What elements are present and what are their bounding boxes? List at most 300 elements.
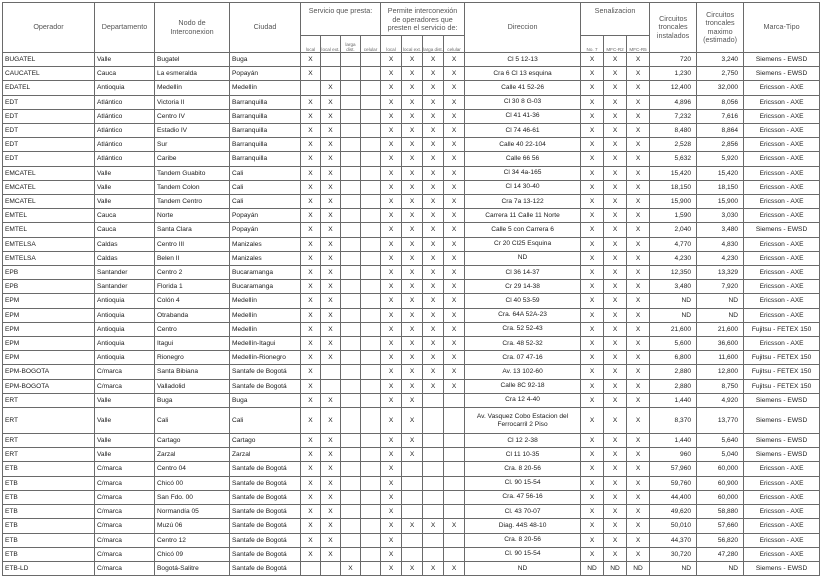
permite-local-cell: X bbox=[381, 448, 402, 462]
senal-mfc-r2-cell: X bbox=[604, 408, 627, 434]
table-row bbox=[3, 308, 820, 322]
permite-larga-dist-cell: X bbox=[423, 337, 444, 351]
servicio-celular-cell bbox=[361, 280, 381, 294]
nodo-cell: La esmeralda bbox=[155, 67, 230, 81]
senal-no7-cell: X bbox=[581, 109, 604, 123]
circuitos-maximo-cell: 21,600 bbox=[697, 322, 744, 336]
servicio-local-cell: X bbox=[301, 251, 321, 265]
servicio-local-ext-cell: X bbox=[321, 462, 341, 476]
circuitos-instalados-cell: 15,420 bbox=[650, 166, 697, 180]
departamento-cell: Valle bbox=[95, 166, 155, 180]
operador-cell: ETB bbox=[3, 533, 95, 547]
nodo-cell: Itagui bbox=[155, 337, 230, 351]
table-row bbox=[3, 351, 820, 365]
table-row bbox=[3, 95, 820, 109]
marca-cell: Ericsson - AXE bbox=[744, 138, 820, 152]
servicio-celular-cell bbox=[361, 322, 381, 336]
permite-larga-dist-cell: X bbox=[423, 519, 444, 533]
senal-no7-cell: X bbox=[581, 180, 604, 194]
servicio-local-cell: X bbox=[301, 152, 321, 166]
nodo-cell: Centro bbox=[155, 322, 230, 336]
servicio-larga-dist-cell bbox=[341, 95, 361, 109]
circuitos-maximo-cell: ND bbox=[697, 308, 744, 322]
circuitos-maximo-cell: 56,820 bbox=[697, 533, 744, 547]
senal-mfc-r5-cell: X bbox=[627, 209, 650, 223]
marca-cell: Fujitsu - FETEX 150 bbox=[744, 351, 820, 365]
senal-mfc-r5-cell: X bbox=[627, 393, 650, 407]
marca-cell: Ericsson - AXE bbox=[744, 280, 820, 294]
nodo-cell: Centro 2 bbox=[155, 266, 230, 280]
circuitos-instalados-cell: 8,370 bbox=[650, 408, 697, 434]
senal-no7-cell: X bbox=[581, 322, 604, 336]
departamento-cell: Valle bbox=[95, 448, 155, 462]
permite-local-ext-cell: X bbox=[402, 434, 423, 448]
circuitos-instalados-cell: 1,440 bbox=[650, 434, 697, 448]
permite-local-cell: X bbox=[381, 379, 402, 393]
table-row bbox=[3, 294, 820, 308]
circuitos-instalados-cell: 4,896 bbox=[650, 95, 697, 109]
circuitos-instalados-cell: 21,600 bbox=[650, 322, 697, 336]
permite-local-cell: X bbox=[381, 53, 402, 67]
permite-local-ext-cell bbox=[402, 547, 423, 561]
table-row bbox=[3, 322, 820, 336]
circuitos-maximo-cell: 2,750 bbox=[697, 67, 744, 81]
nodo-cell: Chicó 00 bbox=[155, 476, 230, 490]
circuitos-maximo-cell: 7,616 bbox=[697, 109, 744, 123]
senal-no7-cell: X bbox=[581, 533, 604, 547]
table-row bbox=[3, 379, 820, 393]
permite-local-ext-cell: X bbox=[402, 280, 423, 294]
permite-local-ext-cell: X bbox=[402, 138, 423, 152]
permite-larga-dist-cell: X bbox=[423, 166, 444, 180]
departamento-cell: Cauca bbox=[95, 67, 155, 81]
servicio-celular-cell bbox=[361, 379, 381, 393]
direccion-cell: ND bbox=[465, 561, 581, 575]
circuitos-instalados-cell: ND bbox=[650, 294, 697, 308]
permite-local-cell: X bbox=[381, 124, 402, 138]
circuitos-instalados-cell: 6,800 bbox=[650, 351, 697, 365]
senal-mfc-r2-cell: X bbox=[604, 351, 627, 365]
marca-cell: Ericsson - AXE bbox=[744, 533, 820, 547]
table-row bbox=[3, 393, 820, 407]
servicio-celular-cell bbox=[361, 351, 381, 365]
senal-mfc-r2-cell: X bbox=[604, 533, 627, 547]
permite-larga-dist-cell: X bbox=[423, 266, 444, 280]
operador-cell: EPB bbox=[3, 280, 95, 294]
senal-mfc-r2-cell: X bbox=[604, 95, 627, 109]
ciudad-cell: Cali bbox=[230, 195, 301, 209]
interconnection-table bbox=[2, 2, 820, 576]
senal-mfc-r2-cell: X bbox=[604, 434, 627, 448]
senal-mfc-r2-cell: X bbox=[604, 337, 627, 351]
senal-mfc-r5-cell: X bbox=[627, 519, 650, 533]
operador-cell: EPM bbox=[3, 322, 95, 336]
permite-local-cell: X bbox=[381, 351, 402, 365]
table-row bbox=[3, 109, 820, 123]
operador-cell: ETB bbox=[3, 505, 95, 519]
subheader-servicio-local: local bbox=[301, 36, 321, 53]
direccion-cell: Cl. 90 15-54 bbox=[465, 547, 581, 561]
ciudad-cell: Cartago bbox=[230, 434, 301, 448]
senal-no7-cell: X bbox=[581, 505, 604, 519]
senal-mfc-r5-cell: X bbox=[627, 124, 650, 138]
table-row bbox=[3, 266, 820, 280]
permite-celular-cell bbox=[444, 448, 465, 462]
direccion-cell: Cra. 8 20-56 bbox=[465, 533, 581, 547]
permite-local-cell: X bbox=[381, 223, 402, 237]
permite-celular-cell: X bbox=[444, 138, 465, 152]
servicio-larga-dist-cell bbox=[341, 351, 361, 365]
table-body bbox=[3, 53, 820, 576]
ciudad-cell: Santafe de Bogotá bbox=[230, 533, 301, 547]
departamento-cell: Valle bbox=[95, 180, 155, 194]
ciudad-cell: Santafe de Bogotá bbox=[230, 547, 301, 561]
servicio-local-ext-cell: X bbox=[321, 393, 341, 407]
departamento-cell: Valle bbox=[95, 53, 155, 67]
permite-local-ext-cell: X bbox=[402, 109, 423, 123]
circuitos-maximo-cell: ND bbox=[697, 294, 744, 308]
operador-cell: EDATEL bbox=[3, 81, 95, 95]
table-row bbox=[3, 505, 820, 519]
subheader-senal-no7: No. 7 bbox=[581, 36, 604, 53]
servicio-local-cell: X bbox=[301, 195, 321, 209]
servicio-local-ext-cell: X bbox=[321, 547, 341, 561]
circuitos-maximo-cell: 15,900 bbox=[697, 195, 744, 209]
circuitos-instalados-cell: 30,720 bbox=[650, 547, 697, 561]
departamento-cell: Antioquia bbox=[95, 294, 155, 308]
senal-mfc-r2-cell: X bbox=[604, 209, 627, 223]
permite-larga-dist-cell: X bbox=[423, 209, 444, 223]
senal-no7-cell: X bbox=[581, 519, 604, 533]
servicio-local-cell: X bbox=[301, 166, 321, 180]
subheader-senal-mfc-r5: MFC-R5 bbox=[627, 36, 650, 53]
servicio-local-cell: X bbox=[301, 505, 321, 519]
permite-local-ext-cell: X bbox=[402, 195, 423, 209]
header-senalizacion: Senalizacion bbox=[581, 3, 650, 36]
departamento-cell: C/marca bbox=[95, 533, 155, 547]
senal-no7-cell: X bbox=[581, 476, 604, 490]
senal-mfc-r2-cell: X bbox=[604, 152, 627, 166]
ciudad-cell: Santafe de Bogotá bbox=[230, 519, 301, 533]
direccion-cell: Cl 14 30-40 bbox=[465, 180, 581, 194]
servicio-local-cell: X bbox=[301, 365, 321, 379]
permite-larga-dist-cell: X bbox=[423, 195, 444, 209]
servicio-local-ext-cell: X bbox=[321, 124, 341, 138]
permite-larga-dist-cell: X bbox=[423, 280, 444, 294]
servicio-local-ext-cell: X bbox=[321, 519, 341, 533]
table-row bbox=[3, 533, 820, 547]
nodo-cell: Victoria II bbox=[155, 95, 230, 109]
permite-larga-dist-cell: X bbox=[423, 67, 444, 81]
subheader-permite-local-ext: local ext. bbox=[402, 36, 423, 53]
ciudad-cell: Manizales bbox=[230, 251, 301, 265]
servicio-local-ext-cell: X bbox=[321, 408, 341, 434]
header-marca: Marca-Tipo bbox=[744, 3, 820, 53]
circuitos-maximo-cell: 32,000 bbox=[697, 81, 744, 95]
servicio-larga-dist-cell bbox=[341, 138, 361, 152]
senal-mfc-r2-cell: X bbox=[604, 547, 627, 561]
senal-mfc-r2-cell: X bbox=[604, 379, 627, 393]
operador-cell: ETB bbox=[3, 462, 95, 476]
servicio-local-cell: X bbox=[301, 308, 321, 322]
circuitos-instalados-cell: 1,440 bbox=[650, 393, 697, 407]
permite-larga-dist-cell: X bbox=[423, 53, 444, 67]
circuitos-maximo-cell: 3,030 bbox=[697, 209, 744, 223]
permite-local-cell: X bbox=[381, 547, 402, 561]
permite-local-cell: X bbox=[381, 152, 402, 166]
senal-mfc-r5-cell: X bbox=[627, 462, 650, 476]
ciudad-cell: Barranquilla bbox=[230, 152, 301, 166]
circuitos-maximo-cell: 4,230 bbox=[697, 251, 744, 265]
permite-celular-cell: X bbox=[444, 519, 465, 533]
marca-cell: Ericsson - AXE bbox=[744, 166, 820, 180]
servicio-local-cell: X bbox=[301, 519, 321, 533]
direccion-cell: Cra. 07 47-16 bbox=[465, 351, 581, 365]
permite-larga-dist-cell bbox=[423, 408, 444, 434]
header-ciudad: Ciudad bbox=[230, 3, 301, 53]
departamento-cell: Santander bbox=[95, 280, 155, 294]
circuitos-maximo-cell: 4,920 bbox=[697, 393, 744, 407]
servicio-local-ext-cell: X bbox=[321, 138, 341, 152]
operador-cell: EPB bbox=[3, 266, 95, 280]
nodo-cell: Medellín bbox=[155, 81, 230, 95]
nodo-cell: Norte bbox=[155, 209, 230, 223]
circuitos-maximo-cell: 11,600 bbox=[697, 351, 744, 365]
circuitos-instalados-cell: 44,400 bbox=[650, 490, 697, 504]
marca-cell: Ericsson - AXE bbox=[744, 109, 820, 123]
permite-larga-dist-cell: X bbox=[423, 109, 444, 123]
permite-local-cell: X bbox=[381, 294, 402, 308]
servicio-celular-cell bbox=[361, 490, 381, 504]
senal-mfc-r2-cell: X bbox=[604, 67, 627, 81]
ciudad-cell: Barranquilla bbox=[230, 124, 301, 138]
nodo-cell: Florida 1 bbox=[155, 280, 230, 294]
permite-local-ext-cell bbox=[402, 533, 423, 547]
direccion-cell: Cl 36 14-37 bbox=[465, 266, 581, 280]
departamento-cell: Antioquia bbox=[95, 81, 155, 95]
permite-larga-dist-cell: X bbox=[423, 294, 444, 308]
senal-mfc-r5-cell: X bbox=[627, 109, 650, 123]
senal-mfc-r5-cell: X bbox=[627, 152, 650, 166]
senal-no7-cell: X bbox=[581, 393, 604, 407]
servicio-celular-cell bbox=[361, 124, 381, 138]
departamento-cell: Antioquia bbox=[95, 337, 155, 351]
departamento-cell: Caldas bbox=[95, 237, 155, 251]
marca-cell: Siemens - EWSD bbox=[744, 67, 820, 81]
servicio-local-cell: X bbox=[301, 462, 321, 476]
servicio-local-ext-cell: X bbox=[321, 251, 341, 265]
permite-local-ext-cell: X bbox=[402, 337, 423, 351]
permite-local-ext-cell: X bbox=[402, 365, 423, 379]
marca-cell: Ericsson - AXE bbox=[744, 180, 820, 194]
servicio-celular-cell bbox=[361, 365, 381, 379]
servicio-larga-dist-cell bbox=[341, 195, 361, 209]
departamento-cell: C/marca bbox=[95, 365, 155, 379]
senal-mfc-r2-cell: ND bbox=[604, 561, 627, 575]
permite-local-cell: X bbox=[381, 476, 402, 490]
senal-no7-cell: X bbox=[581, 408, 604, 434]
marca-cell: Ericsson - AXE bbox=[744, 476, 820, 490]
permite-local-cell: X bbox=[381, 561, 402, 575]
servicio-local-cell: X bbox=[301, 280, 321, 294]
permite-local-ext-cell: X bbox=[402, 408, 423, 434]
direccion-cell: Calle 66 56 bbox=[465, 152, 581, 166]
permite-local-ext-cell: X bbox=[402, 237, 423, 251]
ciudad-cell: Manizales bbox=[230, 237, 301, 251]
permite-larga-dist-cell: X bbox=[423, 138, 444, 152]
departamento-cell: C/marca bbox=[95, 505, 155, 519]
permite-local-cell: X bbox=[381, 209, 402, 223]
permite-celular-cell bbox=[444, 408, 465, 434]
permite-larga-dist-cell: X bbox=[423, 251, 444, 265]
circuitos-maximo-cell: 2,856 bbox=[697, 138, 744, 152]
servicio-local-cell: X bbox=[301, 408, 321, 434]
servicio-local-cell: X bbox=[301, 337, 321, 351]
circuitos-maximo-cell: 18,150 bbox=[697, 180, 744, 194]
permite-celular-cell: X bbox=[444, 81, 465, 95]
circuitos-instalados-cell: 5,600 bbox=[650, 337, 697, 351]
operador-cell: CAUCATEL bbox=[3, 67, 95, 81]
servicio-larga-dist-cell bbox=[341, 223, 361, 237]
servicio-local-ext-cell: X bbox=[321, 505, 341, 519]
circuitos-instalados-cell: 12,400 bbox=[650, 81, 697, 95]
permite-local-cell: X bbox=[381, 519, 402, 533]
table-row bbox=[3, 408, 820, 434]
servicio-larga-dist-cell bbox=[341, 337, 361, 351]
servicio-celular-cell bbox=[361, 152, 381, 166]
departamento-cell: Atlántico bbox=[95, 138, 155, 152]
permite-larga-dist-cell bbox=[423, 533, 444, 547]
ciudad-cell: Cali bbox=[230, 408, 301, 434]
senal-mfc-r5-cell: X bbox=[627, 67, 650, 81]
circuitos-maximo-cell: 3,240 bbox=[697, 53, 744, 67]
table-row bbox=[3, 337, 820, 351]
direccion-cell: Cra. 48 52-32 bbox=[465, 337, 581, 351]
nodo-cell: Sur bbox=[155, 138, 230, 152]
servicio-local-cell: X bbox=[301, 180, 321, 194]
permite-celular-cell bbox=[444, 547, 465, 561]
senal-no7-cell: X bbox=[581, 337, 604, 351]
departamento-cell: Caldas bbox=[95, 251, 155, 265]
nodo-cell: Belen II bbox=[155, 251, 230, 265]
departamento-cell: C/marca bbox=[95, 379, 155, 393]
permite-local-cell: X bbox=[381, 237, 402, 251]
ciudad-cell: Popayán bbox=[230, 223, 301, 237]
direccion-cell: Cra 6 Cl 13 esquina bbox=[465, 67, 581, 81]
circuitos-maximo-cell: 13,770 bbox=[697, 408, 744, 434]
senal-mfc-r2-cell: X bbox=[604, 294, 627, 308]
nodo-cell: Centro III bbox=[155, 237, 230, 251]
circuitos-instalados-cell: ND bbox=[650, 561, 697, 575]
servicio-local-ext-cell: X bbox=[321, 337, 341, 351]
circuitos-maximo-cell: 4,830 bbox=[697, 237, 744, 251]
permite-local-cell: X bbox=[381, 251, 402, 265]
operador-cell: EPM bbox=[3, 294, 95, 308]
permite-local-cell: X bbox=[381, 280, 402, 294]
servicio-celular-cell bbox=[361, 519, 381, 533]
departamento-cell: C/marca bbox=[95, 561, 155, 575]
table-row bbox=[3, 195, 820, 209]
permite-local-ext-cell: X bbox=[402, 95, 423, 109]
servicio-local-ext-cell: X bbox=[321, 490, 341, 504]
servicio-larga-dist-cell bbox=[341, 462, 361, 476]
departamento-cell: Cauca bbox=[95, 223, 155, 237]
senal-no7-cell: X bbox=[581, 308, 604, 322]
servicio-larga-dist-cell bbox=[341, 266, 361, 280]
senal-no7-cell: X bbox=[581, 462, 604, 476]
marca-cell: Fujitsu - FETEX 150 bbox=[744, 379, 820, 393]
direccion-cell: Cr 20 Cl25 Esquina bbox=[465, 237, 581, 251]
senal-mfc-r5-cell: X bbox=[627, 81, 650, 95]
departamento-cell: Atlántico bbox=[95, 109, 155, 123]
circuitos-instalados-cell: 2,528 bbox=[650, 138, 697, 152]
circuitos-maximo-cell: 13,329 bbox=[697, 266, 744, 280]
servicio-local-cell: X bbox=[301, 434, 321, 448]
operador-cell: ETB bbox=[3, 519, 95, 533]
direccion-cell: Av. Vasquez Cobo Estacion del Ferrocarril 2 Piso bbox=[465, 408, 581, 434]
permite-celular-cell: X bbox=[444, 266, 465, 280]
operador-cell: EDT bbox=[3, 138, 95, 152]
direccion-cell: Cl 11 10-35 bbox=[465, 448, 581, 462]
senal-mfc-r5-cell: X bbox=[627, 533, 650, 547]
direccion-cell: Calle 8C 92-18 bbox=[465, 379, 581, 393]
servicio-larga-dist-cell bbox=[341, 434, 361, 448]
circuitos-instalados-cell: 1,230 bbox=[650, 67, 697, 81]
permite-celular-cell: X bbox=[444, 209, 465, 223]
senal-no7-cell: X bbox=[581, 547, 604, 561]
permite-celular-cell: X bbox=[444, 337, 465, 351]
circuitos-instalados-cell: 57,960 bbox=[650, 462, 697, 476]
table-row bbox=[3, 476, 820, 490]
permite-celular-cell: X bbox=[444, 561, 465, 575]
ciudad-cell: Santafe de Bogotá bbox=[230, 561, 301, 575]
servicio-celular-cell bbox=[361, 81, 381, 95]
senal-mfc-r5-cell: X bbox=[627, 223, 650, 237]
table-row bbox=[3, 280, 820, 294]
circuitos-instalados-cell: 1,590 bbox=[650, 209, 697, 223]
permite-larga-dist-cell: X bbox=[423, 322, 444, 336]
servicio-larga-dist-cell bbox=[341, 81, 361, 95]
direccion-cell: Cl 12 2-38 bbox=[465, 434, 581, 448]
circuitos-instalados-cell: 8,480 bbox=[650, 124, 697, 138]
senal-no7-cell: X bbox=[581, 152, 604, 166]
senal-mfc-r2-cell: X bbox=[604, 53, 627, 67]
marca-cell: Siemens - EWSD bbox=[744, 223, 820, 237]
circuitos-instalados-cell: 4,230 bbox=[650, 251, 697, 265]
servicio-local-ext-cell: X bbox=[321, 448, 341, 462]
header-direccion: Direccion bbox=[465, 3, 581, 53]
permite-local-cell: X bbox=[381, 533, 402, 547]
senal-mfc-r2-cell: X bbox=[604, 180, 627, 194]
permite-local-cell: X bbox=[381, 138, 402, 152]
departamento-cell: C/marca bbox=[95, 547, 155, 561]
subheader-permite-local: local bbox=[381, 36, 402, 53]
circuitos-maximo-cell: 36,600 bbox=[697, 337, 744, 351]
circuitos-instalados-cell: 49,620 bbox=[650, 505, 697, 519]
subheader-permite-larga-dist: larga dist. bbox=[423, 36, 444, 53]
ciudad-cell: Barranquilla bbox=[230, 95, 301, 109]
servicio-larga-dist-cell bbox=[341, 180, 361, 194]
permite-local-ext-cell: X bbox=[402, 561, 423, 575]
header-circuitos-instalados: Circuitos troncales instalados bbox=[650, 3, 697, 53]
servicio-larga-dist-cell bbox=[341, 308, 361, 322]
permite-larga-dist-cell bbox=[423, 505, 444, 519]
marca-cell: Ericsson - AXE bbox=[744, 124, 820, 138]
servicio-local-ext-cell: X bbox=[321, 476, 341, 490]
direccion-cell: Cra. 52 52-43 bbox=[465, 322, 581, 336]
servicio-local-ext-cell: X bbox=[321, 308, 341, 322]
marca-cell: Ericsson - AXE bbox=[744, 547, 820, 561]
